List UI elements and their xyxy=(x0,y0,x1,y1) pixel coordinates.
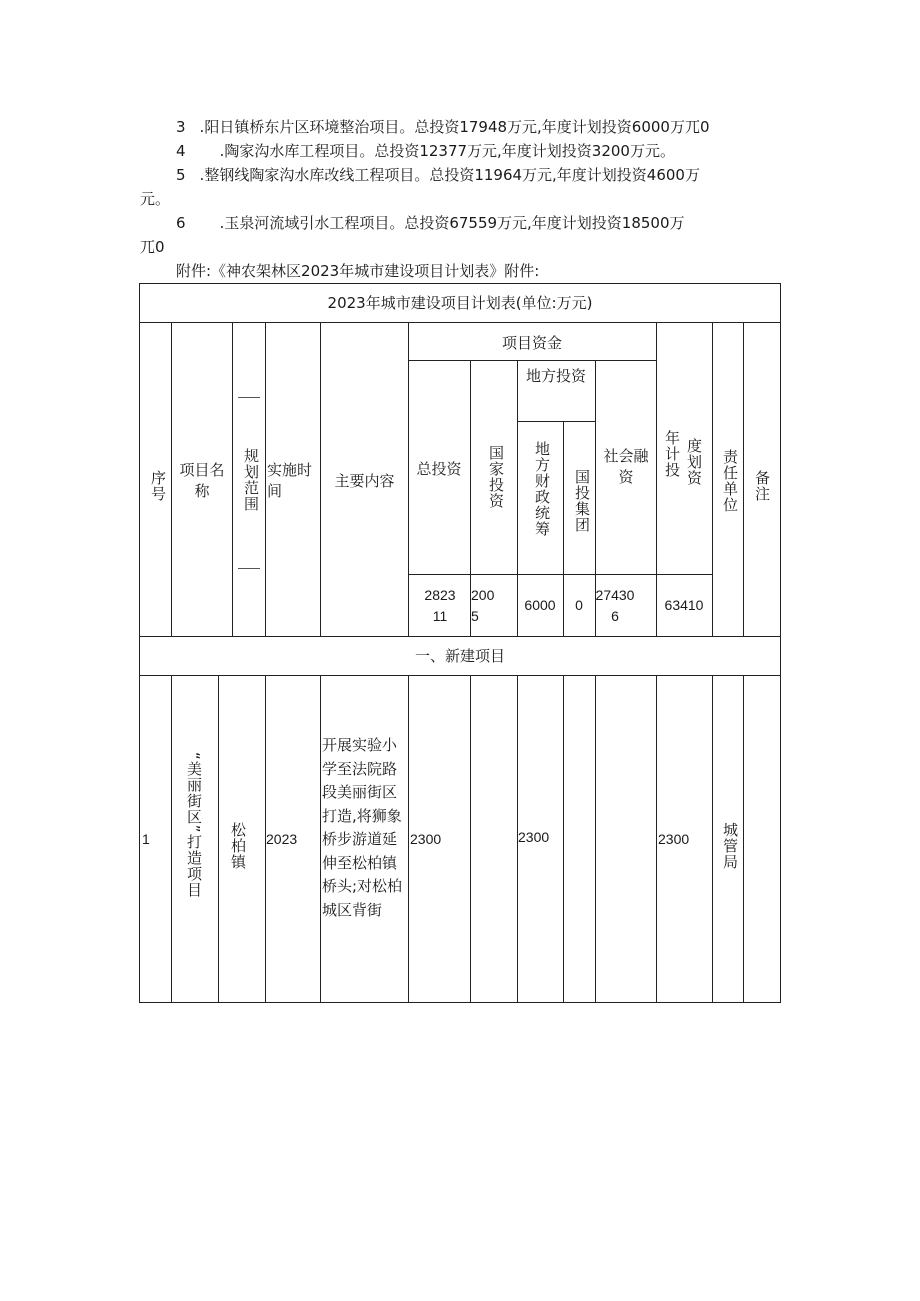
table-title: 2023年城市建设项目计划表(单位:万元) xyxy=(327,294,593,312)
paragraph-5-continuation: 元。 xyxy=(140,190,171,208)
row-content: 开展实验小学至法院路段美丽街区打造,将狮象桥步游道延伸至松柏镇桥头;对松柏城区背街 xyxy=(322,736,403,919)
row-scope: 松柏镇 xyxy=(229,822,247,870)
row-name-part2: 打造项目 xyxy=(185,833,203,898)
header-time: 实施时间 xyxy=(267,461,313,500)
header-national: 国家投资 xyxy=(487,445,505,509)
paragraph-5 xyxy=(176,165,700,185)
header-remark: 备注 xyxy=(753,470,771,502)
plan-table xyxy=(139,283,781,1003)
header-seq: 序号 xyxy=(149,470,167,502)
header-state-group: 国投集团 xyxy=(573,469,591,533)
header-scope: 规划范围 xyxy=(242,448,260,512)
row-annual: 2300 xyxy=(658,831,690,847)
paragraph-3-number: 3 xyxy=(176,118,186,136)
paragraph-6-number: 6 xyxy=(176,214,186,232)
paragraph-5-number: 5 xyxy=(176,166,186,184)
total-social: 274306 xyxy=(595,587,635,624)
paragraph-6-text: .玉泉河流域引水工程项目。总投资67559万元,年度计划投资18500万 xyxy=(219,214,685,232)
paragraph-4 xyxy=(176,141,675,161)
total-state-group: 0 xyxy=(575,597,583,613)
row-name xyxy=(178,752,204,942)
row-name-quote-close: ” xyxy=(185,824,203,834)
header-social: 社会融资 xyxy=(603,447,649,486)
total-national: 2005 xyxy=(471,587,495,624)
header-annual-a: 年计投 xyxy=(663,430,681,478)
row-name-quote-open: “ xyxy=(185,752,203,761)
paragraph-3-text: .阳日镇桥东片区环境整治项目。总投资17948万元,年度计划投资6000万兀0 xyxy=(199,118,710,136)
paragraph-4-text: .陶家沟水库工程项目。总投资12377万元,年度计划投资3200万元。 xyxy=(219,142,675,160)
header-content: 主要内容 xyxy=(334,472,395,490)
paragraph-6-continuation: 兀0 xyxy=(140,238,165,256)
total-annual: 63410 xyxy=(664,597,704,613)
paragraph-4-number: 4 xyxy=(176,142,186,160)
paragraph-5-text: .整钢线陶家沟水库改线工程项目。总投资11964万元,年度计划投资4600万 xyxy=(199,166,700,184)
row-total: 2300 xyxy=(410,831,442,847)
row-unit: 城管局 xyxy=(721,822,739,870)
header-unit: 责任单位 xyxy=(721,449,739,513)
paragraph-6 xyxy=(176,213,685,233)
row-local-fiscal: 2300 xyxy=(518,829,550,845)
row-time: 2023 xyxy=(266,831,298,847)
header-local-fiscal: 地方财政统筹 xyxy=(533,441,551,537)
header-annual-b: 度划资 xyxy=(685,438,703,486)
header-funds: 项目资金 xyxy=(501,334,562,352)
row-name-part1: 美丽街区 xyxy=(185,760,203,825)
total-total: 282311 xyxy=(424,587,456,624)
header-local: 地方投资 xyxy=(525,367,586,385)
section-heading: 一、新建项目 xyxy=(414,647,505,665)
header-total: 总投资 xyxy=(416,460,462,478)
row-seq: 1 xyxy=(142,831,150,847)
total-local-fiscal: 6000 xyxy=(524,597,556,613)
header-name: 项目名称 xyxy=(179,461,225,500)
attachment-note: 附件:《神农架林区2023年城市建设项目计划表》附件: xyxy=(176,262,540,280)
paragraph-3 xyxy=(176,117,710,137)
